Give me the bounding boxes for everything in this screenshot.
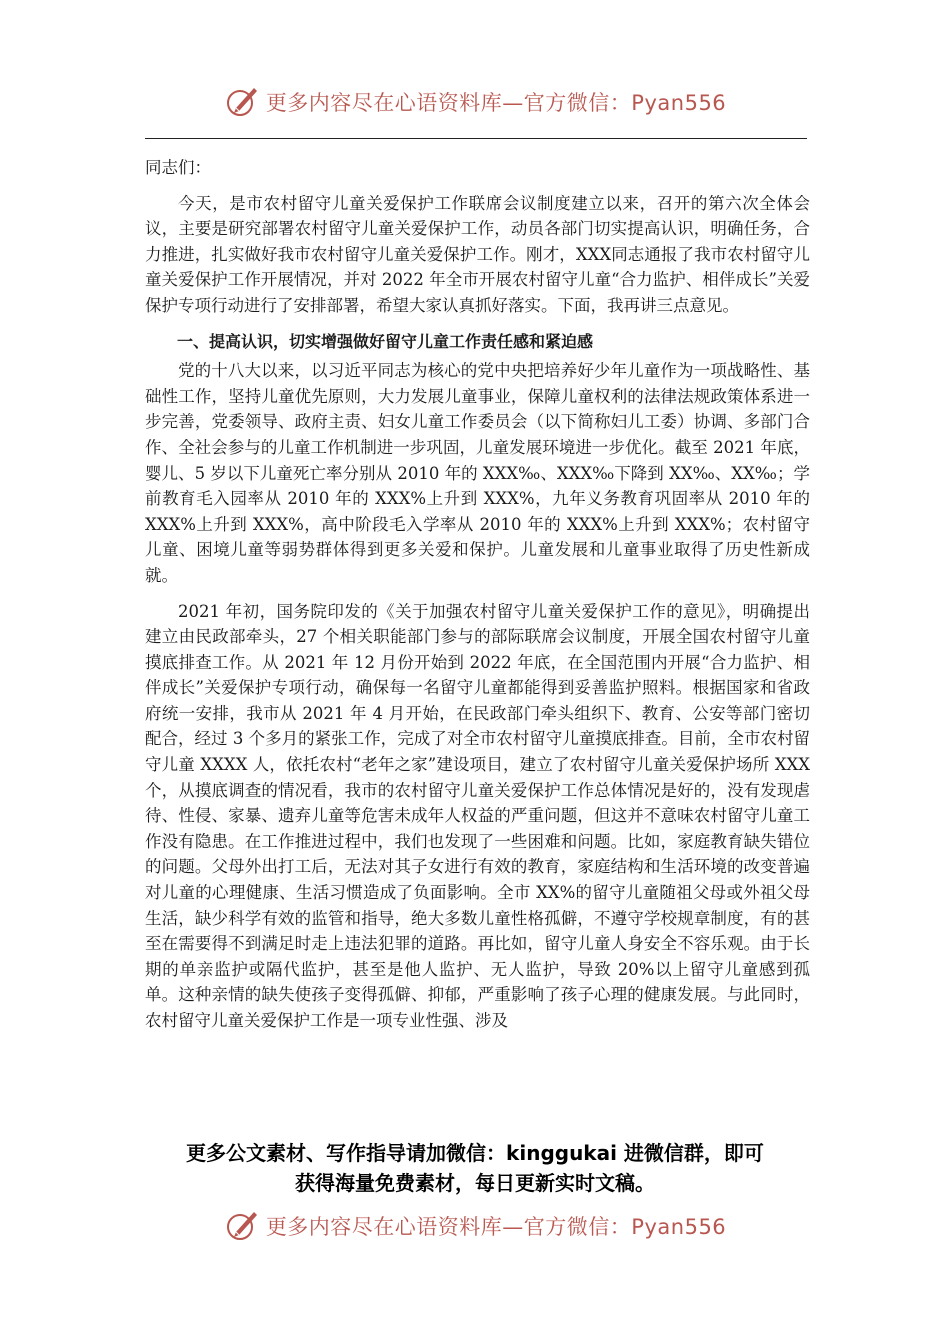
- section-heading-1: 一、提高认识，切实增强做好留守儿童工作责任感和紧迫感: [177, 331, 594, 351]
- header-brand-watermark: [0, 82, 950, 122]
- paragraph-intro: 今天，是市农村留守儿童关爱保护工作联席会议制度建立以来，召开的第六次全体会议，主要是研究部署农村留守儿童关爱保护工作，动员各部门切实提高认识，明确任务，合力推进，扎实做好我市农村留守儿童关爱保护工作。刚才，XXX同志通报了我市农村留守儿童关爱保护工作开展情况，并对 2022 年全市开展农村留守儿童“合力监护、相伴成长”关爱保护专项行动进行了安排部署，希望大家认真抓好落实。下面，我再讲三点意见。: [145, 193, 810, 315]
- promo-banner: [60, 1138, 890, 1198]
- paragraph-1: 党的十八大以来，以习近平同志为核心的党中央把培养好少年儿童作为一项战略性、基础性工作，坚持儿童优先原则，大力发展儿童事业，保障儿童权利的法律法规政策体系进一步完善，党委领导、政府主责、妇女儿童工作委员会（以下简称妇儿工委）协调、多部门合作、全社会参与的儿童工作机制进一步巩固，儿童发展环境进一步优化。截至 2021 年底，婴儿、5 岁以下儿童死亡率分别从 2010 年的 XXX‰、XXX‰下降到 XX‰、XX‰；学前教育毛入园率从 2010 年的 XXX%上升到 XXX%，九年义务教育巩固率从 2010 年的 XXX%上升到 XXX%，高中阶段毛入学率从 2010 年的 XXX%上升到 XXX%；农村留守儿童、困境儿童等弱势群体得到更多关爱和保护。儿童发展和儿童事业取得了历史性新成就。: [145, 361, 810, 585]
- quill-pen-logo-icon: [224, 1208, 260, 1244]
- quill-pen-logo-icon: [224, 84, 260, 120]
- salutation: 同志们：: [145, 158, 211, 177]
- document-body: [145, 155, 810, 1034]
- header-brand-text: 更多内容尽在心语资料库—官方微信：Pyan556: [265, 91, 727, 115]
- header-divider: [145, 138, 807, 139]
- footer-brand-text: 更多内容尽在心语资料库—官方微信：Pyan556: [265, 1215, 727, 1239]
- promo-line-2: 获得海量免费素材，每日更新实时文稿。: [295, 1171, 655, 1195]
- footer-brand-watermark: [0, 1206, 950, 1246]
- promo-line-1: 更多公文素材、写作指导请加微信：kinggukai 进微信群，即可: [186, 1141, 764, 1165]
- paragraph-2: 2021 年初，国务院印发的《关于加强农村留守儿童关爱保护工作的意见》，明确提出建立由民政部牵头，27 个相关职能部门参与的部际联席会议制度，开展全国农村留守儿童摸底排查工作。从 2021 年 12 月份开始到 2022 年底，在全国范围内开展“合力监护、相伴成长”关爱保护专项行动，确保每一名留守儿童都能得到妥善监护照料。根据国家和省政府统一安排，我市从 2021 年 4 月开始，在民政部门牵头组织下、教育、公安等部门密切配合，经过 3 个多月的紧张工作，完成了对全市农村留守儿童摸底排查。目前，全市农村留守儿童 XXXX 人，依托农村“老年之家”建设项目，建立了农村留守儿童关爱保护场所 XXX 个，从摸底调查的情况看，我市的农村留守儿童关爱保护工作总体情况是好的，没有发现虐待、性侵、家暴、遗弃儿童等危害未成年人权益的严重问题，但这并不意味农村留守儿童工作没有隐患。在工作推进过程中，我们也发现了一些困难和问题。比如，家庭教育缺失错位的问题。父母外出打工后，无法对其子女进行有效的教育，家庭结构和生活环境的改变普遍对儿童的心理健康、生活习惯造成了负面影响。全市 XX%的留守儿童随祖父母或外祖父母生活，缺少科学有效的监管和指导，绝大多数儿童性格孤僻，不遵守学校规章制度，有的甚至在需要得不到满足时走上违法犯罪的道路。再比如，留守儿童人身安全不容乐观。由于长期的单亲监护或隔代监护，甚至是他人监护、无人监护，导致 20%以上留守儿童感到孤单。这种亲情的缺失使孩子变得孤僻、抑郁，严重影响了孩子心理的健康发展。与此同时，农村留守儿童关爱保护工作是一项专业性强、涉及: [145, 601, 810, 1030]
